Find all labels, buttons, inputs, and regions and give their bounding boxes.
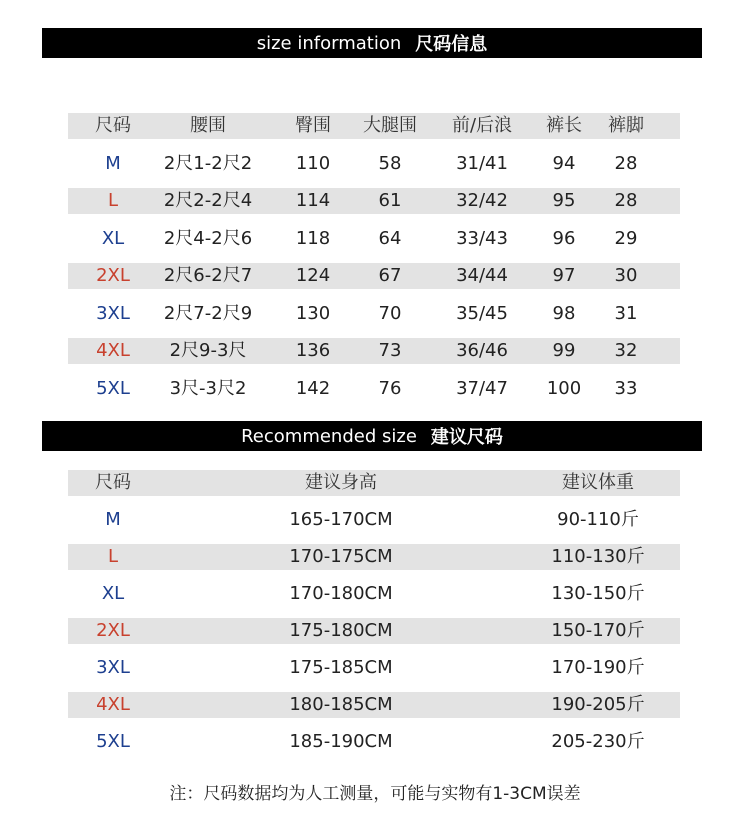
size-table bbox=[68, 113, 680, 413]
table-cell: 34/44 bbox=[456, 265, 508, 286]
table-row bbox=[68, 544, 680, 570]
column-header: 尺码 bbox=[95, 472, 131, 493]
table-cell: 31 bbox=[614, 302, 638, 324]
banner-title-cn: 建议尺码 bbox=[430, 427, 503, 448]
table-cell: 90-110斤 bbox=[557, 509, 639, 530]
table-cell: 150-170斤 bbox=[551, 620, 645, 641]
table-cell: 30 bbox=[614, 265, 638, 286]
table-cell: 2尺1-2尺2 bbox=[163, 152, 253, 174]
table-cell: 110-130斤 bbox=[551, 546, 645, 567]
table-cell: 100 bbox=[546, 377, 582, 399]
table-cell: 124 bbox=[295, 265, 331, 286]
banner-title-en: Recommended size bbox=[241, 425, 417, 447]
banner-title-cn: 尺码信息 bbox=[415, 34, 488, 55]
table-cell: 205-230斤 bbox=[551, 731, 645, 752]
banner-title-en: size information bbox=[256, 32, 402, 54]
table-cell: 190-205斤 bbox=[551, 694, 645, 715]
table-cell: 64 bbox=[378, 227, 402, 249]
table-cell: 28 bbox=[614, 152, 638, 174]
table-cell: 28 bbox=[614, 190, 638, 211]
table-cell: 61 bbox=[378, 190, 402, 211]
table-row bbox=[68, 376, 680, 402]
table-cell: 130-150斤 bbox=[551, 583, 645, 604]
size-label: 5XL bbox=[96, 377, 130, 399]
size-label: 3XL bbox=[96, 302, 130, 324]
table-cell: 170-175CM bbox=[289, 546, 393, 567]
table-cell: 73 bbox=[378, 340, 402, 361]
table-row bbox=[68, 655, 680, 681]
table-row bbox=[68, 507, 680, 533]
table-cell: 99 bbox=[552, 340, 576, 361]
table-cell: 58 bbox=[378, 152, 402, 174]
size-label: 2XL bbox=[96, 620, 130, 641]
size-label: L bbox=[107, 546, 119, 567]
recommended-size-table bbox=[68, 470, 680, 766]
table-cell: 70 bbox=[378, 302, 402, 324]
table-cell: 32/42 bbox=[456, 190, 508, 211]
measurement-note: 注：尺码数据均为人工测量，可能与实物有1-3CM误差 bbox=[169, 784, 581, 804]
table-row bbox=[68, 301, 680, 327]
table-cell: 35/45 bbox=[456, 302, 508, 324]
table-cell: 180-185CM bbox=[289, 694, 393, 715]
column-header: 臀围 bbox=[295, 115, 331, 136]
table-cell: 175-180CM bbox=[289, 620, 393, 641]
table-cell: 76 bbox=[378, 377, 402, 399]
column-header: 前/后浪 bbox=[451, 115, 513, 136]
column-header: 建议体重 bbox=[562, 472, 634, 493]
table-cell: 114 bbox=[295, 190, 331, 211]
table-row bbox=[68, 618, 680, 644]
table-row bbox=[68, 263, 680, 289]
table-cell: 67 bbox=[378, 265, 402, 286]
size-label: L bbox=[107, 190, 119, 211]
table-cell: 94 bbox=[552, 152, 576, 174]
column-header: 大腿围 bbox=[363, 115, 417, 136]
table-cell: 118 bbox=[295, 227, 331, 249]
table-header-row bbox=[68, 113, 680, 139]
table-row bbox=[68, 581, 680, 607]
table-cell: 136 bbox=[295, 340, 331, 361]
size-label: 3XL bbox=[96, 657, 130, 678]
table-row bbox=[68, 151, 680, 177]
table-row bbox=[68, 692, 680, 718]
table-cell: 175-185CM bbox=[289, 657, 393, 678]
table-row bbox=[68, 338, 680, 364]
size-information-banner bbox=[42, 28, 702, 58]
table-cell: 98 bbox=[552, 302, 576, 324]
table-cell: 32 bbox=[614, 340, 638, 361]
table-cell: 2尺4-2尺6 bbox=[163, 227, 253, 249]
size-label: 2XL bbox=[96, 265, 130, 286]
table-cell: 130 bbox=[295, 302, 331, 324]
table-cell: 142 bbox=[295, 377, 331, 399]
table-cell: 36/46 bbox=[456, 340, 508, 361]
column-header: 裤脚 bbox=[608, 115, 644, 136]
size-label: 4XL bbox=[96, 340, 130, 361]
size-label: XL bbox=[101, 227, 125, 249]
column-header: 裤长 bbox=[546, 115, 582, 136]
table-cell: 2尺6-2尺7 bbox=[163, 265, 253, 286]
column-header: 腰围 bbox=[190, 115, 226, 136]
column-header: 建议身高 bbox=[305, 472, 377, 493]
table-cell: 185-190CM bbox=[289, 731, 393, 752]
size-label: 5XL bbox=[96, 731, 130, 752]
column-header: 尺码 bbox=[95, 115, 131, 136]
table-cell: 37/47 bbox=[456, 377, 508, 399]
table-cell: 170-190斤 bbox=[551, 657, 645, 678]
table-cell: 3尺-3尺2 bbox=[169, 377, 247, 399]
size-label: M bbox=[105, 152, 121, 174]
table-row bbox=[68, 729, 680, 755]
table-cell: 170-180CM bbox=[289, 583, 393, 604]
table-row bbox=[68, 226, 680, 252]
table-header-row bbox=[68, 470, 680, 496]
size-label: XL bbox=[101, 583, 125, 604]
table-cell: 33/43 bbox=[456, 227, 508, 249]
table-cell: 31/41 bbox=[456, 152, 508, 174]
table-cell: 2尺7-2尺9 bbox=[163, 302, 253, 324]
table-cell: 110 bbox=[295, 152, 331, 174]
table-cell: 2尺2-2尺4 bbox=[163, 190, 253, 211]
size-label: 4XL bbox=[96, 694, 130, 715]
table-cell: 29 bbox=[614, 227, 638, 249]
table-cell: 33 bbox=[614, 377, 638, 399]
table-cell: 97 bbox=[552, 265, 576, 286]
table-cell: 165-170CM bbox=[289, 509, 393, 530]
table-cell: 95 bbox=[552, 190, 576, 211]
recommended-size-banner bbox=[42, 421, 702, 451]
table-row bbox=[68, 188, 680, 214]
table-cell: 2尺9-3尺 bbox=[169, 340, 247, 361]
table-cell: 96 bbox=[552, 227, 576, 249]
size-label: M bbox=[105, 509, 121, 530]
